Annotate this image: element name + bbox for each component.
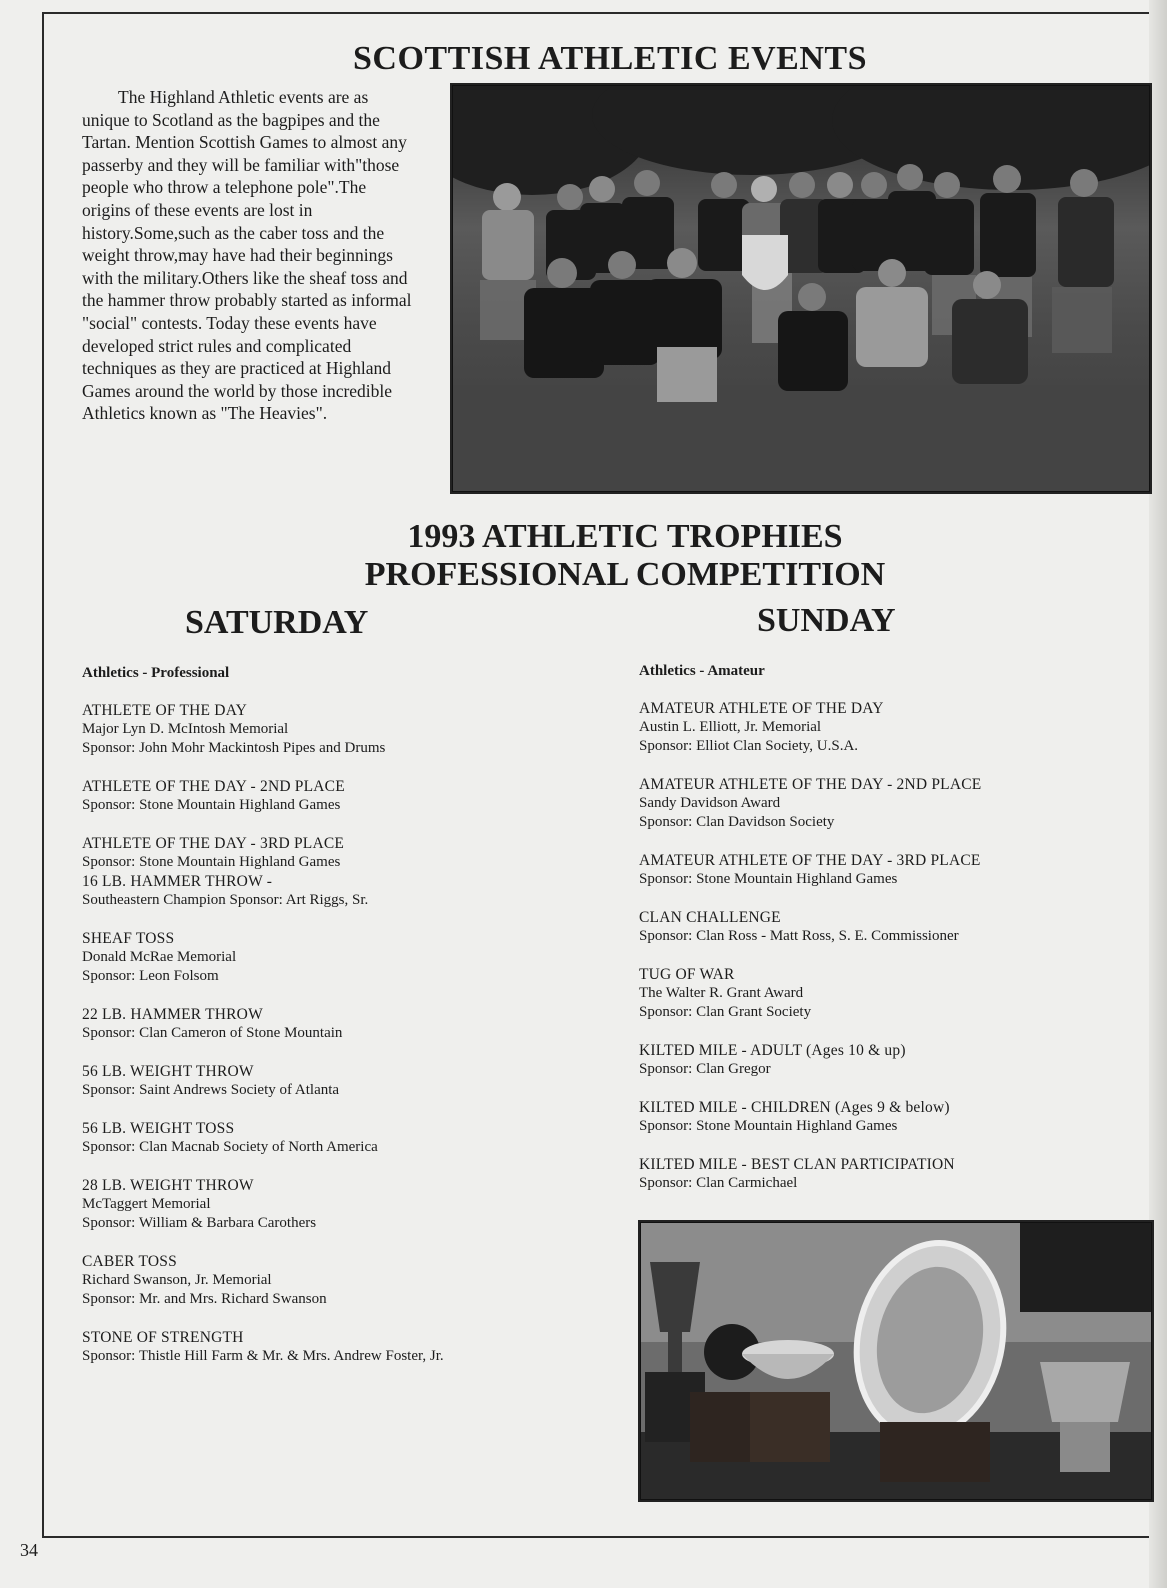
page-number: 34 (20, 1540, 38, 1560)
trophy-entry (639, 699, 1149, 756)
trophy-entry (82, 777, 602, 815)
trophy-detail-line: Sponsor: John Mohr Mackintosh Pipes and Drums (82, 740, 386, 756)
trophy-detail-line: Donald McRae Memorial (82, 949, 237, 965)
trophy-detail-line: Southeastern Champion Sponsor: Art Riggs, Sr. (82, 892, 369, 908)
trophy-detail-line: Sponsor: Stone Mountain Highland Games (639, 1118, 898, 1134)
trophy-entry (639, 1155, 1149, 1193)
trophy-entry (82, 701, 602, 758)
trophies-photo (638, 1220, 1154, 1502)
trophy-detail-line: Sponsor: Stone Mountain Highland Games (82, 854, 341, 870)
trophy-entry (639, 775, 1149, 832)
trophy-detail-line: Austin L. Elliott, Jr. Memorial (639, 719, 822, 735)
trophy-detail-line: Sponsor: Stone Mountain Highland Games (639, 871, 898, 887)
trophy-event-name: CABER TOSS (82, 1253, 177, 1270)
athletes-group-photo (450, 83, 1152, 494)
trophy-event-name: SHEAF TOSS (82, 930, 175, 947)
trophy-event-name: ATHLETE OF THE DAY - 3RD PLACE (82, 835, 345, 852)
trophy-entry (82, 1005, 602, 1043)
trophy-event-name: 28 LB. WEIGHT THROW (82, 1177, 254, 1194)
trophy-detail-line: Sponsor: William & Barbara Carothers (82, 1215, 317, 1231)
trophy-detail-line: Sponsor: Thistle Hill Farm & Mr. & Mrs. Andrew Foster, Jr. (82, 1348, 444, 1364)
trophy-entry (82, 1119, 602, 1157)
trophy-detail-line: Sponsor: Stone Mountain Highland Games (82, 797, 341, 813)
trophy-entry (82, 929, 602, 986)
trophy-entry (82, 1176, 602, 1233)
trophy-event-name: ATHLETE OF THE DAY (82, 702, 248, 719)
trophy-entry (82, 1328, 602, 1366)
saturday-heading: SATURDAY (185, 604, 369, 641)
trophy-event-name: AMATEUR ATHLETE OF THE DAY (639, 700, 884, 717)
trophy-detail-line: The Walter R. Grant Award (639, 985, 804, 1001)
trophy-detail-line: Sponsor: Clan Ross - Matt Ross, S. E. Commissioner (639, 928, 959, 944)
trophy-entry (82, 834, 602, 872)
trophy-entry (639, 1098, 1149, 1136)
trophy-event-name: 22 LB. HAMMER THROW (82, 1006, 263, 1023)
trophy-entry (639, 851, 1149, 889)
saturday-column (82, 664, 602, 1385)
trophy-detail-line: Sponsor: Clan Carmichael (639, 1175, 798, 1191)
trophy-detail-line: Sponsor: Clan Cameron of Stone Mountain (82, 1025, 343, 1041)
trophies-title-line-1: 1993 ATHLETIC TROPHIES (407, 518, 843, 555)
trophy-event-name: STONE OF STRENGTH (82, 1329, 244, 1346)
sunday-heading: SUNDAY (757, 602, 896, 639)
trophy-detail-line: Sponsor: Elliot Clan Society, U.S.A. (639, 738, 859, 754)
trophy-event-name: KILTED MILE - ADULT (Ages 10 & up) (639, 1042, 906, 1059)
trophy-entry (82, 872, 602, 910)
sunday-trophy-list (639, 699, 1149, 1193)
trophy-detail-line: Major Lyn D. McIntosh Memorial (82, 721, 289, 737)
saturday-subheading: Athletics - Professional (82, 665, 230, 681)
trophy-entry (639, 1041, 1149, 1079)
trophy-detail-line: Sponsor: Mr. and Mrs. Richard Swanson (82, 1291, 327, 1307)
trophy-event-name: 16 LB. HAMMER THROW - (82, 873, 273, 890)
sunday-subheading: Athletics - Amateur (639, 663, 765, 679)
trophy-detail-line: McTaggert Memorial (82, 1196, 211, 1212)
saturday-trophy-list (82, 701, 602, 1366)
trophy-detail-line: Sponsor: Leon Folsom (82, 968, 219, 984)
trophy-detail-line: Sponsor: Saint Andrews Society of Atlanta (82, 1082, 340, 1098)
trophy-detail-line: Sponsor: Clan Davidson Society (639, 814, 835, 830)
trophies-photo-graphic (640, 1222, 1152, 1500)
trophy-detail-line: Sandy Davidson Award (639, 795, 781, 811)
intro-paragraph: The Highland Athletic events are as unique to Scotland as the bagpipes and the Tartan. Mention Scottish Games to almost any passerby and they will be familiar with"those people who throw a telephone pole".The origins of these events are lost in history.Some,such as the caber toss and the weight throw,may have had their beginnings with the military.Others like the sheaf toss and the hammer throw probably started as informal "social" contests. Today these events have developed strict rules and complicated techniques as they are practiced at Highland Games around the world by those incredible Athletics known as "The Heavies". (82, 87, 412, 424)
page-title: SCOTTISH ATHLETIC EVENTS (353, 40, 867, 77)
trophy-event-name: ATHLETE OF THE DAY - 2ND PLACE (82, 778, 345, 795)
trophy-event-name: AMATEUR ATHLETE OF THE DAY - 2ND PLACE (639, 776, 982, 793)
trophy-event-name: AMATEUR ATHLETE OF THE DAY - 3RD PLACE (639, 852, 981, 869)
trophy-event-name: KILTED MILE - CHILDREN (Ages 9 & below) (639, 1099, 950, 1116)
athletes-photo-graphic (452, 85, 1150, 492)
trophy-entry (82, 1252, 602, 1309)
trophy-entry (639, 908, 1149, 946)
trophy-event-name: 56 LB. WEIGHT THROW (82, 1063, 254, 1080)
trophy-event-name: 56 LB. WEIGHT TOSS (82, 1120, 235, 1137)
trophy-event-name: KILTED MILE - BEST CLAN PARTICIPATION (639, 1156, 955, 1173)
trophy-entry (82, 1062, 602, 1100)
trophy-event-name: TUG OF WAR (639, 966, 735, 983)
sunday-column (639, 662, 1149, 1212)
trophy-detail-line: Richard Swanson, Jr. Memorial (82, 1272, 272, 1288)
trophies-title-line-2: PROFESSIONAL COMPETITION (364, 556, 886, 593)
trophy-detail-line: Sponsor: Clan Gregor (639, 1061, 771, 1077)
trophy-detail-line: Sponsor: Clan Macnab Society of North America (82, 1139, 378, 1155)
trophy-detail-line: Sponsor: Clan Grant Society (639, 1004, 812, 1020)
trophy-event-name: CLAN CHALLENGE (639, 909, 781, 926)
trophy-entry (639, 965, 1149, 1022)
